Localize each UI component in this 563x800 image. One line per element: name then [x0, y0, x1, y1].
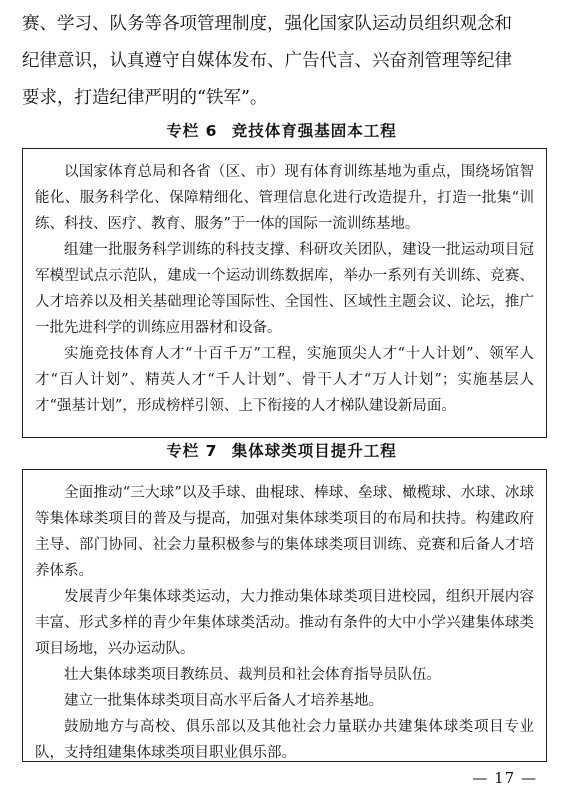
intro-paragraph — [22, 6, 547, 117]
box6-paragraph-2: 组建一批服务科学训练的科技支撑、科研攻关团队，建设一批运动项目冠军模型试点示范队，建成一个运动训练数据库，举办一系列有关训练、竞赛、人才培养以及相关基础理论等国际性、全国性、区域性主题会议、论坛，推广一批先进科学的训练应用器材和设备。 — [35, 242, 534, 336]
box7-panel — [22, 469, 547, 762]
intro-line-3: 要求，打造纪律严明的“铁军”。 — [22, 88, 268, 108]
box6-panel — [22, 148, 547, 438]
box7-title: 集体球类项目提升工程 — [231, 442, 397, 460]
intro-line-2: 纪律意识，认真遵守自媒体发布、广告代言、兴奋剂管理等纪律 — [22, 51, 512, 71]
box7-paragraph-3: 壮大集体球类项目教练员、裁判员和社会体育指导员队伍。 — [64, 667, 441, 683]
box6-title: 竞技体育强基固本工程 — [231, 122, 397, 140]
box6-paragraph-1: 以国家体育总局和各省（区、市）现有体育训练基地为重点，围绕场馆智能化、服务科学化、保障精细化、管理信息化进行改造提升，打造一批集“训练、科技、医疗、教育、服务”于一体的国际一流训练基地。 — [35, 164, 534, 232]
intro-line-1: 赛、学习、队务等各项管理制度，强化国家队运动员组织观念和 — [22, 14, 512, 34]
box7-paragraph-4: 建立一批集体球类项目高水平后备人才培养基地。 — [64, 693, 383, 709]
box6-paragraph-3: 实施竞技体育人才“十百千万”工程，实施顶尖人才“十人计划”、领军人才“百人计划”、精英人才“千人计划”、骨干人才“万人计划”；实施基层人才“强基计划”，形成榜样引领、上下衔接的人才梯队建设新局面。 — [35, 346, 534, 414]
box7-paragraph-1: 全面推动“三大球”以及手球、曲棍球、棒球、垒球、橄榄球、水球、冰球等集体球类项目的普及与提高，加强对集体球类项目的布局和扶持。构建政府主导、部门协同、社会力量积极参与的集体球类项目训练、竞赛和后备人才培养体系。 — [35, 485, 534, 579]
page-number: — 17 — — [472, 769, 537, 787]
box7-heading — [0, 439, 563, 461]
box6-label: 专栏 6 — [166, 122, 218, 140]
box6-heading — [0, 119, 563, 141]
box7-paragraph-5: 鼓励地方与高校、俱乐部以及其他社会力量联办共建集体球类项目专业队，支持组建集体球类项目职业俱乐部。 — [35, 719, 534, 761]
box7-paragraph-2: 发展青少年集体球类运动，大力推动集体球类项目进校园，组织开展内容丰富、形式多样的青少年集体球类活动。推动有条件的大中小学兴建集体球类项目场地，兴办运动队。 — [35, 589, 534, 657]
box7-label: 专栏 7 — [166, 442, 218, 460]
